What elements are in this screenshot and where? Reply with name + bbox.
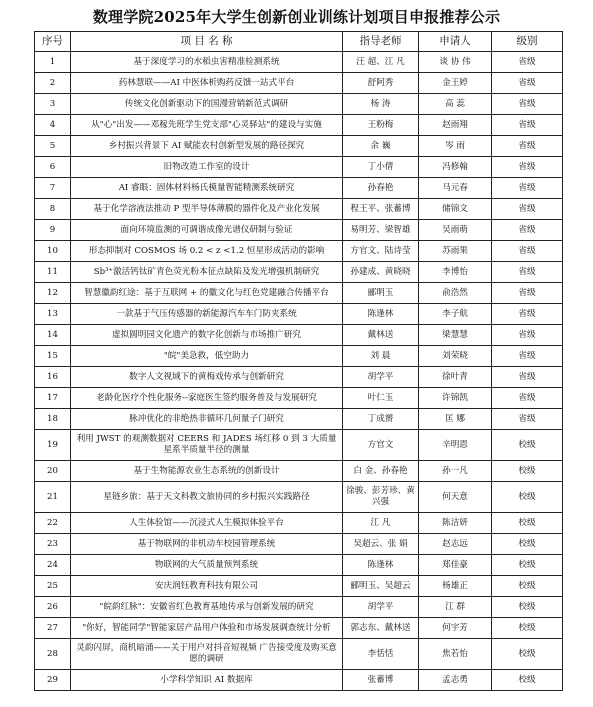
- cell-applicant: 马元春: [419, 178, 492, 199]
- cell-level: 省级: [492, 241, 563, 262]
- header-level: 级别: [492, 32, 563, 52]
- cell-applicant: 李子航: [419, 304, 492, 325]
- table-row: [35, 94, 563, 115]
- cell-advisor: 丁成赟: [343, 409, 419, 430]
- cell-applicant: 匡 娜: [419, 409, 492, 430]
- table-row: [35, 283, 563, 304]
- table-body: [35, 52, 563, 691]
- cell-project-name: 数字人文视域下的黄梅戏传承与创新研究: [71, 367, 343, 388]
- cell-advisor: 杨 涛: [343, 94, 419, 115]
- cell-level: 校级: [492, 639, 563, 670]
- cell-project-name: 形态抑制对 COSMOS 场 0.2 < z <1.2 恒星形成活动的影响: [71, 241, 343, 262]
- cell-project-name: 小学科学知识 AI 数据库: [71, 670, 343, 691]
- cell-project-name: "你好，智能同学"智能家居产品用户体验和市场发展调查统计分析: [71, 618, 343, 639]
- cell-level: 省级: [492, 262, 563, 283]
- table-row: [35, 670, 563, 691]
- cell-project-name: Sb³⁺激活钙钛矿青色荧光粉本征点缺陷及发光增强机制研究: [71, 262, 343, 283]
- cell-level: 省级: [492, 304, 563, 325]
- header-no: 序号: [35, 32, 71, 52]
- cell-advisor: 方官文: [343, 430, 419, 461]
- cell-no: 19: [35, 430, 71, 461]
- cell-applicant: 岑 雨: [419, 136, 492, 157]
- cell-no: 6: [35, 157, 71, 178]
- cell-advisor: 徐骏、彭芳珍、黄兴强: [343, 482, 419, 513]
- cell-advisor: 孙春艳: [343, 178, 419, 199]
- cell-project-name: 基于物联网的非机动车校园管理系统: [71, 534, 343, 555]
- table-row: [35, 52, 563, 73]
- cell-no: 24: [35, 555, 71, 576]
- cell-project-name: 物联网的大气质量预判系统: [71, 555, 343, 576]
- cell-applicant: 孙一凡: [419, 461, 492, 482]
- cell-no: 7: [35, 178, 71, 199]
- cell-applicant: 何天意: [419, 482, 492, 513]
- table-row: [35, 576, 563, 597]
- cell-applicant: 陈洁妍: [419, 513, 492, 534]
- cell-level: 省级: [492, 199, 563, 220]
- cell-no: 11: [35, 262, 71, 283]
- cell-no: 17: [35, 388, 71, 409]
- cell-level: 校级: [492, 482, 563, 513]
- cell-project-name: 乡村振兴背景下 AI 赋能农村创新型发展的路径探究: [71, 136, 343, 157]
- cell-applicant: 赵雨翔: [419, 115, 492, 136]
- cell-project-name: 人生体验馆——沉浸式人生模拟体验平台: [71, 513, 343, 534]
- cell-applicant: 辛明恩: [419, 430, 492, 461]
- cell-no: 12: [35, 283, 71, 304]
- cell-applicant: 俞浩然: [419, 283, 492, 304]
- cell-level: 省级: [492, 325, 563, 346]
- cell-level: 校级: [492, 555, 563, 576]
- cell-advisor: 郦明玉: [343, 283, 419, 304]
- cell-applicant: 江 群: [419, 597, 492, 618]
- cell-project-name: 脉冲优化的非绝热非循环几何量子门研究: [71, 409, 343, 430]
- cell-applicant: 金王婷: [419, 73, 492, 94]
- cell-no: 26: [35, 597, 71, 618]
- header-advisor: 指导老师: [343, 32, 419, 52]
- cell-advisor: 江 凡: [343, 513, 419, 534]
- cell-advisor: 刘 晨: [343, 346, 419, 367]
- cell-project-name: 灵韵闪屏，商机暗涌——关于用户对抖音短视频 广告接受度及购买意愿的调研: [71, 639, 343, 670]
- cell-no: 1: [35, 52, 71, 73]
- cell-advisor: 郭志东、戴林送: [343, 618, 419, 639]
- cell-applicant: 谈 协 伟: [419, 52, 492, 73]
- cell-applicant: 孟志勇: [419, 670, 492, 691]
- cell-advisor: 汪 超、江 凡: [343, 52, 419, 73]
- table-row: [35, 73, 563, 94]
- cell-advisor: 程王平、张蓄博: [343, 199, 419, 220]
- cell-level: 省级: [492, 52, 563, 73]
- cell-project-name: 药林慧联——AI 中医体析购药反馈一站式平台: [71, 73, 343, 94]
- cell-project-name: 安庆润钰教育科技有限公司: [71, 576, 343, 597]
- cell-project-name: 一款基于气压传感器的新能源汽车车门防夹系统: [71, 304, 343, 325]
- cell-level: 省级: [492, 367, 563, 388]
- cell-applicant: 吴雨萌: [419, 220, 492, 241]
- cell-no: 10: [35, 241, 71, 262]
- cell-advisor: 方官文、陆诗莹: [343, 241, 419, 262]
- table-row: [35, 178, 563, 199]
- cell-no: 20: [35, 461, 71, 482]
- table-row: [35, 618, 563, 639]
- table-row: [35, 220, 563, 241]
- cell-advisor: 戴林送: [343, 325, 419, 346]
- table-row: [35, 430, 563, 461]
- cell-level: 省级: [492, 136, 563, 157]
- cell-advisor: 吴超云、张 娟: [343, 534, 419, 555]
- cell-project-name: 基于生物能源农业生态系统的创新设计: [71, 461, 343, 482]
- cell-project-name: 智慧徽韵红途：基于互联网 + 的徽文化与红色党建融合传播平台: [71, 283, 343, 304]
- cell-advisor: 李恬恬: [343, 639, 419, 670]
- table-row: [35, 346, 563, 367]
- header-project-name: 项 目 名 称: [71, 32, 343, 52]
- cell-advisor: 陈逢林: [343, 304, 419, 325]
- cell-level: 省级: [492, 388, 563, 409]
- cell-no: 21: [35, 482, 71, 513]
- cell-advisor: 王粉梅: [343, 115, 419, 136]
- cell-applicant: 杨雄正: [419, 576, 492, 597]
- cell-level: 省级: [492, 94, 563, 115]
- table-row: [35, 325, 563, 346]
- table-row: [35, 534, 563, 555]
- cell-no: 13: [35, 304, 71, 325]
- cell-no: 28: [35, 639, 71, 670]
- cell-advisor: 胡学平: [343, 597, 419, 618]
- cell-no: 16: [35, 367, 71, 388]
- header-applicant: 申请人: [419, 32, 492, 52]
- cell-no: 8: [35, 199, 71, 220]
- cell-level: 校级: [492, 618, 563, 639]
- table-row: [35, 304, 563, 325]
- cell-applicant: 许锦凯: [419, 388, 492, 409]
- cell-no: 14: [35, 325, 71, 346]
- table-row: [35, 639, 563, 670]
- table-row: [35, 388, 563, 409]
- cell-applicant: 郑佳豪: [419, 555, 492, 576]
- cell-level: 校级: [492, 597, 563, 618]
- cell-advisor: 郦明玉、吴超云: [343, 576, 419, 597]
- cell-level: 校级: [492, 461, 563, 482]
- cell-no: 22: [35, 513, 71, 534]
- cell-applicant: 梁慧慧: [419, 325, 492, 346]
- table-row: [35, 241, 563, 262]
- cell-applicant: 徐叶青: [419, 367, 492, 388]
- cell-level: 省级: [492, 220, 563, 241]
- cell-advisor: 舒阿秀: [343, 73, 419, 94]
- document-title: 数理学院2025年大学生创新创业训练计划项目申报推荐公示: [92, 8, 501, 26]
- cell-no: 5: [35, 136, 71, 157]
- cell-project-name: 从"心"出发——邓稼先班学生党支部"心灵驿站"的建设与实施: [71, 115, 343, 136]
- cell-advisor: 陈逢林: [343, 555, 419, 576]
- cell-project-name: 面向环境监测的可调谐成像光谱仪研制与验证: [71, 220, 343, 241]
- cell-project-name: 基于深度学习的水稻虫害精准检测系统: [71, 52, 343, 73]
- cell-advisor: 丁小倩: [343, 157, 419, 178]
- cell-project-name: 虚拟圆明园文化遗产的数字化创新与市场推广研究: [71, 325, 343, 346]
- cell-applicant: 冯修翰: [419, 157, 492, 178]
- cell-project-name: 星链乡旅：基于天文科教文旅协同的乡村振兴实践路径: [71, 482, 343, 513]
- table-row: [35, 513, 563, 534]
- cell-applicant: 储锦文: [419, 199, 492, 220]
- cell-project-name: 利用 JWST 的观测数据对 CEERS 和 JADES 场红移 0 到 3 大质量星系半质量半径的测量: [71, 430, 343, 461]
- table-row: [35, 157, 563, 178]
- cell-project-name: 传统文化创新驱动下的国漫营销新范式调研: [71, 94, 343, 115]
- table-row: [35, 367, 563, 388]
- cell-project-name: 基于化学溶液法推动 P 型半导体薄膜的器件化及产业化发展: [71, 199, 343, 220]
- cell-no: 3: [35, 94, 71, 115]
- cell-level: 校级: [492, 513, 563, 534]
- table-row: [35, 461, 563, 482]
- cell-project-name: "皖"美急救，低空助力: [71, 346, 343, 367]
- table-row: [35, 136, 563, 157]
- cell-level: 省级: [492, 346, 563, 367]
- cell-level: 省级: [492, 115, 563, 136]
- cell-level: 省级: [492, 157, 563, 178]
- cell-advisor: 胡学平: [343, 367, 419, 388]
- cell-advisor: 易明芳、梁智雄: [343, 220, 419, 241]
- table-row: [35, 555, 563, 576]
- cell-advisor: 叶仁玉: [343, 388, 419, 409]
- cell-level: 省级: [492, 409, 563, 430]
- cell-project-name: 旧物改造工作室的设计: [71, 157, 343, 178]
- cell-advisor: 孙建成、黄晓晓: [343, 262, 419, 283]
- table-row: [35, 262, 563, 283]
- cell-applicant: 刘荣晓: [419, 346, 492, 367]
- cell-applicant: 焦若怡: [419, 639, 492, 670]
- cell-no: 18: [35, 409, 71, 430]
- cell-no: 2: [35, 73, 71, 94]
- cell-advisor: 余 巍: [343, 136, 419, 157]
- cell-level: 省级: [492, 178, 563, 199]
- cell-level: 校级: [492, 576, 563, 597]
- cell-project-name: 老龄化医疗个性化服务--家庭医生签约服务普及与发展研究: [71, 388, 343, 409]
- cell-no: 4: [35, 115, 71, 136]
- project-table: [34, 31, 563, 691]
- cell-no: 15: [35, 346, 71, 367]
- cell-level: 校级: [492, 430, 563, 461]
- table-row: [35, 199, 563, 220]
- table-row: [35, 409, 563, 430]
- cell-no: 29: [35, 670, 71, 691]
- cell-no: 27: [35, 618, 71, 639]
- cell-no: 9: [35, 220, 71, 241]
- cell-project-name: AI 睿眼：固体材料杨氏模量智能精测系统研究: [71, 178, 343, 199]
- cell-level: 省级: [492, 283, 563, 304]
- cell-advisor: 白 金、孙春艳: [343, 461, 419, 482]
- cell-applicant: 高 蕊: [419, 94, 492, 115]
- table-row: [35, 482, 563, 513]
- cell-applicant: 何宇芳: [419, 618, 492, 639]
- cell-applicant: 赵志远: [419, 534, 492, 555]
- cell-advisor: 张蓄博: [343, 670, 419, 691]
- cell-applicant: 苏雨果: [419, 241, 492, 262]
- cell-level: 校级: [492, 534, 563, 555]
- cell-no: 23: [35, 534, 71, 555]
- table-row: [35, 115, 563, 136]
- cell-level: 校级: [492, 670, 563, 691]
- cell-no: 25: [35, 576, 71, 597]
- table-row: [35, 597, 563, 618]
- table-header-row: [35, 32, 563, 52]
- cell-level: 省级: [492, 73, 563, 94]
- cell-applicant: 李博怡: [419, 262, 492, 283]
- cell-project-name: "皖韵红脉"：安徽省红色教育基地传承与创新发展的研究: [71, 597, 343, 618]
